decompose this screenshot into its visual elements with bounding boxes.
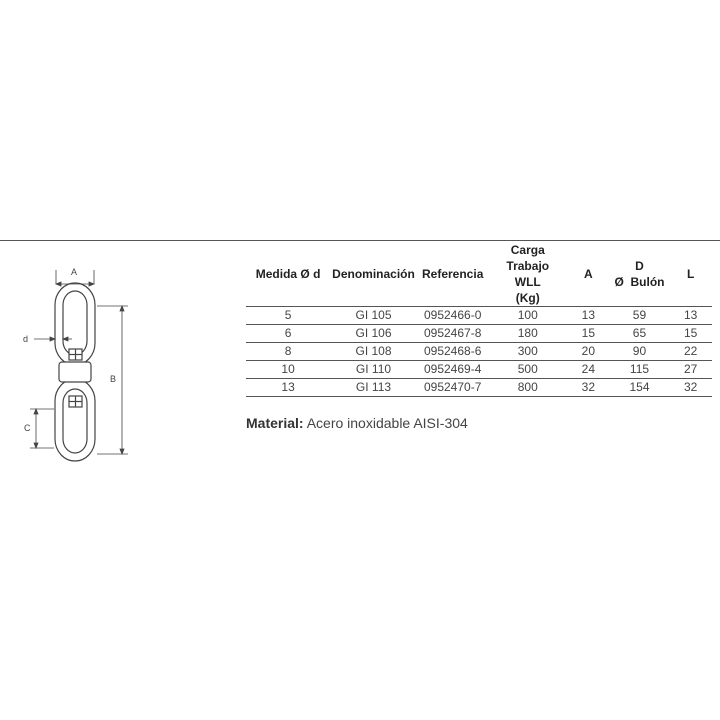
header-d-bulon <box>610 242 670 307</box>
table-row <box>246 343 712 361</box>
header-d-line1: D <box>635 259 644 273</box>
specification-table <box>246 242 712 397</box>
cell-referencia: 0952468-6 <box>417 343 489 361</box>
cell-medida: 13 <box>246 379 330 397</box>
lower-eye-outer <box>55 379 95 461</box>
header-carga-line4: (Kg) <box>515 291 540 305</box>
cell-l: 27 <box>669 361 712 379</box>
header-l: L <box>669 242 712 307</box>
cell-carga: 180 <box>489 325 567 343</box>
cell-carga: 800 <box>489 379 567 397</box>
cell-d: 90 <box>610 343 670 361</box>
dimension-label-d: d <box>23 334 29 344</box>
cell-a: 24 <box>567 361 610 379</box>
material-label: Material: <box>246 415 304 431</box>
cell-d: 59 <box>610 307 670 325</box>
cell-referencia: 0952470-7 <box>417 379 489 397</box>
material-value: Acero inoxidable AISI-304 <box>306 415 468 431</box>
header-rule <box>0 240 720 241</box>
cell-a: 13 <box>567 307 610 325</box>
cell-carga: 300 <box>489 343 567 361</box>
cell-a: 20 <box>567 343 610 361</box>
cell-l: 22 <box>669 343 712 361</box>
cell-referencia: 0952469-4 <box>417 361 489 379</box>
swivel-body <box>59 362 91 382</box>
material-note <box>246 415 468 431</box>
cell-d: 154 <box>610 379 670 397</box>
cell-referencia: 0952467-8 <box>417 325 489 343</box>
cell-d: 65 <box>610 325 670 343</box>
cell-medida: 10 <box>246 361 330 379</box>
header-referencia: Referencia <box>417 242 489 307</box>
table-row <box>246 325 712 343</box>
header-carga-line2: Trabajo <box>506 259 550 273</box>
cell-medida: 8 <box>246 343 330 361</box>
cell-carga: 500 <box>489 361 567 379</box>
table-row <box>246 379 712 397</box>
cell-denominacion: GI 110 <box>330 361 417 379</box>
header-carga-line1: Carga <box>510 243 545 257</box>
cell-denominacion: GI 106 <box>330 325 417 343</box>
header-denominacion: Denominación <box>330 242 417 307</box>
dimension-label-a: A <box>71 267 78 277</box>
table-header-row <box>246 242 712 307</box>
header-medida: Medida Ø d <box>246 242 330 307</box>
header-a: A <box>567 242 610 307</box>
cell-l: 32 <box>669 379 712 397</box>
cell-carga: 100 <box>489 307 567 325</box>
cell-denominacion: GI 108 <box>330 343 417 361</box>
cell-d: 115 <box>610 361 670 379</box>
header-carga-line3: WLL <box>514 275 541 289</box>
cell-medida: 5 <box>246 307 330 325</box>
table-row <box>246 361 712 379</box>
cell-denominacion: GI 113 <box>330 379 417 397</box>
cell-referencia: 0952466-0 <box>417 307 489 325</box>
cell-denominacion: GI 105 <box>330 307 417 325</box>
header-carga <box>489 242 567 307</box>
upper-eye-inner <box>63 291 87 355</box>
table-row <box>246 307 712 325</box>
cell-a: 32 <box>567 379 610 397</box>
swivel-drawing <box>14 258 134 463</box>
header-d-line2: Ø Bulón <box>614 275 665 289</box>
cell-medida: 6 <box>246 325 330 343</box>
dimension-label-b: B <box>110 374 117 384</box>
cell-l: 13 <box>669 307 712 325</box>
dimension-label-c: C <box>24 423 31 433</box>
cell-l: 15 <box>669 325 712 343</box>
cell-a: 15 <box>567 325 610 343</box>
